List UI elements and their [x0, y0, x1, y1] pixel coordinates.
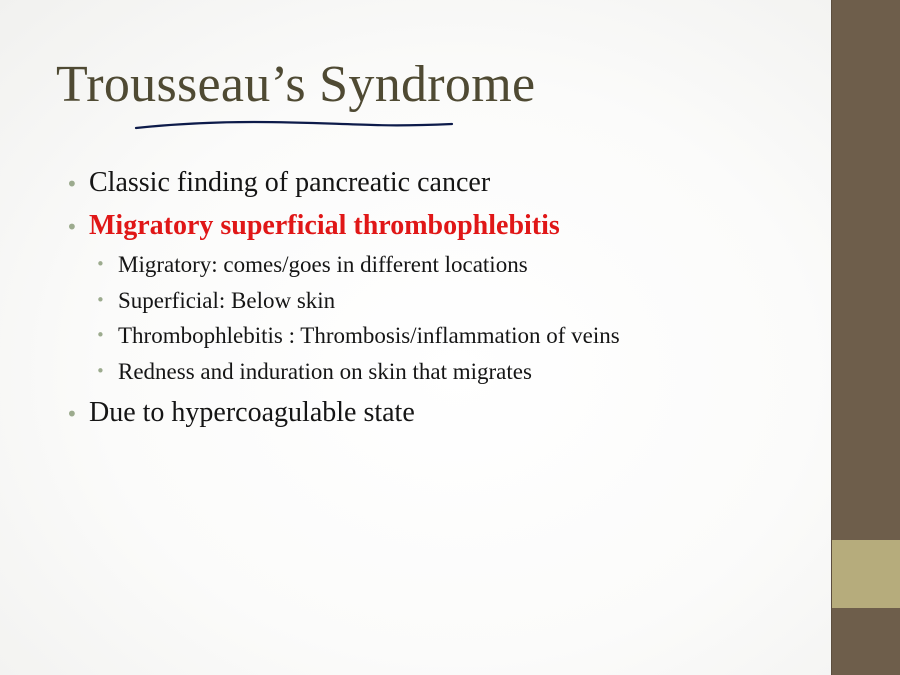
slide-sidebar — [831, 0, 900, 675]
bullet-item — [89, 167, 490, 199]
sub-bullet-item — [118, 359, 532, 385]
bullet-text: Due to hypercoagulable state — [89, 397, 415, 428]
bullet-item-emphasized — [89, 210, 560, 242]
sub-bullet-item — [118, 252, 528, 278]
bullet-text: Migratory superficial thrombophlebitis — [89, 210, 560, 241]
sub-bullet-text: Redness and induration on skin that migrates — [118, 359, 532, 384]
bullet-dot: • — [66, 402, 78, 426]
sidebar-accent-block — [832, 540, 900, 608]
sub-bullet-dot: • — [96, 326, 105, 344]
bullet-dot: • — [66, 172, 78, 196]
sub-bullet-item — [118, 288, 335, 314]
slide-title: Trousseau’s Syndrome — [56, 56, 536, 113]
sub-bullet-text: Migratory: comes/goes in different locations — [118, 252, 528, 277]
sub-bullet-item — [118, 323, 620, 349]
sub-bullet-dot: • — [96, 291, 105, 309]
bullet-item — [89, 397, 415, 429]
bullet-text: Classic finding of pancreatic cancer — [89, 167, 491, 198]
sub-bullet-dot: • — [96, 255, 105, 273]
bullet-dot: • — [66, 215, 78, 239]
sub-bullet-text: Superficial: Below skin — [118, 288, 336, 313]
sub-bullet-dot: • — [96, 362, 105, 380]
sub-bullet-text: Thrombophlebitis : Thrombosis/inflammation of veins — [118, 323, 620, 348]
